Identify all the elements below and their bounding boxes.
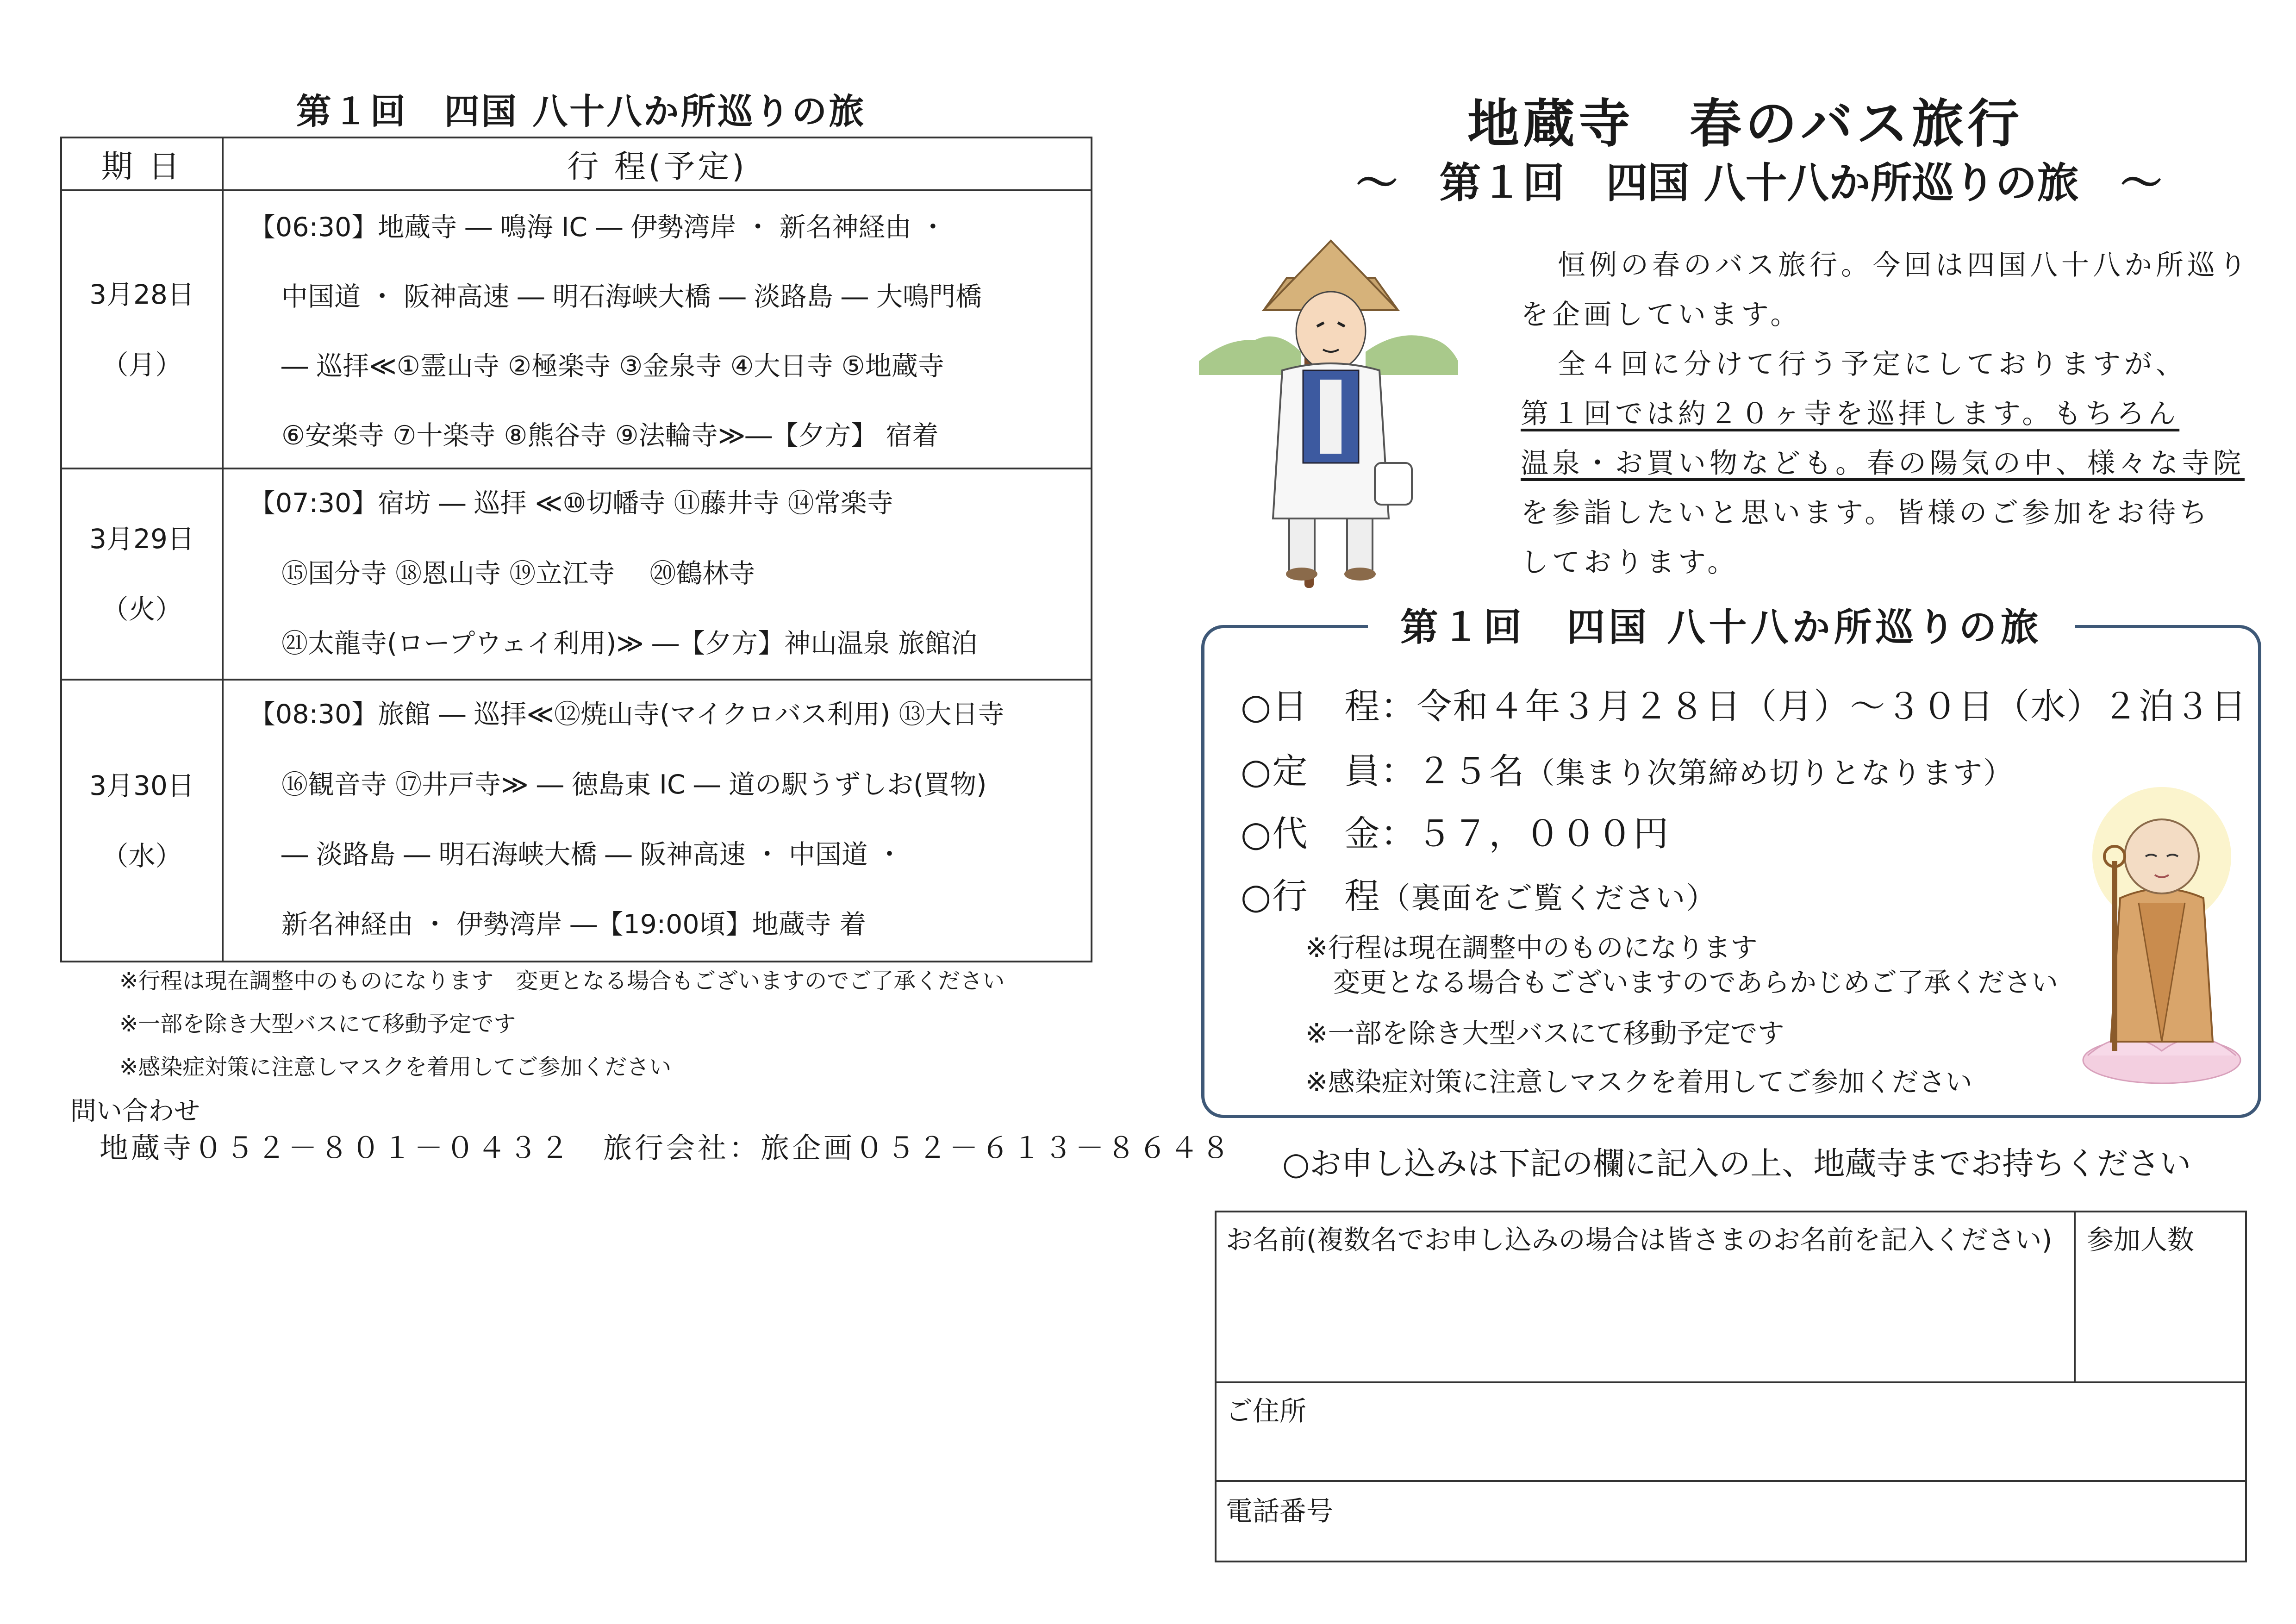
trip-price: ○代 金：５７，０００円 [1241,813,1670,854]
day-cell [61,468,223,680]
phone-field-label: 電話番号 [1226,1495,1334,1527]
address-field[interactable] [1217,1421,2245,1480]
intro-line: を企画しています。 [1521,299,1802,331]
trip-note: 変更となる場合もございますのであらかじめご了承ください [1333,967,2059,998]
table-header-row [61,137,1092,190]
plan-cell [223,680,1092,962]
table-row [61,190,1092,468]
table-row [61,468,1092,680]
itinerary-note: ※感染症対策に注意しマスクを着用してご参加ください [119,1054,672,1080]
trip-itinerary [1241,868,1716,918]
form-divider [1217,1480,2245,1482]
address-field-label: ご住所 [1226,1395,1307,1427]
plan-line: ㉑太龍寺(ロープウェイ利用)≫ ―【夕方】神山温泉 旅館泊 [281,628,978,659]
trip-note: ※一部を除き大型バスにて移動予定です [1305,1018,1784,1049]
plan-line: 【06:30】地蔵寺 ― 鳴海 IC ― 伊勢湾岸 ・ 新名神経由 ・ [249,212,946,243]
plan-cell [223,468,1092,680]
hill-shape [1366,335,1458,375]
itinerary-note: ※一部を除き大型バスにて移動予定です [119,1011,516,1037]
name-field-label: お名前(複数名でお申し込みの場合は皆さまのお名前を記入ください) [1226,1224,2053,1255]
intro-line: 第１回では約２０ヶ寺を巡拝します。もちろん [1521,398,2180,430]
flyer-subtitle: ～ 第１回 四国 八十八か所巡りの旅 ～ [1356,159,2162,207]
plan-line: ― 巡拝≪①霊山寺 ②極楽寺 ③金泉寺 ④大日寺 ⑤地蔵寺 [281,351,944,381]
plan-line: 新名神経由 ・ 伊勢湾岸 ―【19:00頃】地蔵寺 着 [281,909,866,940]
plan-line: ⑮国分寺 ⑱恩山寺 ⑲立江寺 ⑳鶴林寺 [281,558,755,589]
plan-line: ⑯観音寺 ⑰井戸寺≫ ― 徳島東 IC ― 道の駅うずしお(買物) [281,769,987,800]
day-weekday: （水） [101,840,182,872]
plan-line: ― 淡路島 ― 明石海峡大橋 ― 阪神高速 ・ 中国道 ・ [281,839,903,870]
table-row [61,680,1092,962]
intro-line: 恒例の春のバス旅行。今回は四国八十八か所巡り [1558,249,2250,281]
day-date: 3月30日 [89,769,194,801]
application-form [1215,1211,2247,1562]
trip-note: ※行程は現在調整中のものになります [1305,932,1758,963]
contact-label: 問い合わせ [70,1096,200,1126]
phone-field[interactable] [1217,1521,2245,1561]
intro-line: を参詣したいと思います。皆様のご参加をお待ち [1521,497,2211,529]
participant-count-field[interactable] [2076,1254,2247,1381]
plan-line: 【08:30】旅館 ― 巡拝≪⑫焼山寺(マイクロバス利用) ⑬大日寺 [249,699,1004,730]
itinerary-note: ※行程は現在調整中のものになります 変更となる場合もございますのでご了承ください [119,968,1005,994]
name-field[interactable] [1217,1254,2074,1381]
intro-line: 温泉・お買い物なども。春の陽気の中、様々な寺院 [1521,447,2245,480]
intro-line: 全４回に分けて行う予定にしておりますが、 [1558,348,2187,381]
trip-note: ※感染症対策に注意しマスクを着用してご参加ください [1305,1066,1972,1098]
day-weekday: （月） [101,349,182,381]
capacity-note: （集まり次第締め切りとなります） [1525,756,2014,791]
jizo-statue-illustration [2069,782,2254,1088]
trip-capacity [1241,743,2014,793]
form-divider [1217,1381,2245,1383]
itinerary-label: ○行 程 [1241,875,1381,917]
itinerary-table [60,137,1092,962]
day-weekday: （火） [101,593,182,625]
day-date: 3月28日 [89,278,194,310]
trip-details-title: 第１回 四国 八十八か所巡りの旅 [1368,597,2075,651]
table-header-date: 期 日 [61,137,223,190]
plan-line: 中国道 ・ 阪神高速 ― 明石海峡大橋 ― 淡路島 ― 大鳴門橋 [281,281,982,312]
day-cell [61,680,223,962]
application-instruction: ○お申し込みは下記の欄に記入の上、地蔵寺までお持ちください [1282,1146,2191,1182]
staff-icon [2112,861,2117,1051]
pilgrim-illustration [1199,222,1458,593]
capacity-value: ○定 員：２５名 [1241,750,1525,792]
intro-line: しております。 [1521,546,1739,579]
contact-phone-numbers: 地蔵寺０５２－８０１－０４３２ 旅行会社：旅企画０５２－６１３－８６４８ [100,1131,1233,1165]
day-cell [61,190,223,468]
participant-count-label: 参加人数 [2087,1224,2195,1255]
itinerary-reference: （裏面をご覧ください） [1380,881,1717,916]
trip-schedule: ○日 程：令和４年３月２８日（月）～３０日（水）２泊３日 [1241,686,2247,727]
day-date: 3月29日 [89,523,194,555]
table-header-plan: 行 程(予定) [223,137,1092,190]
plan-cell [223,190,1092,468]
itinerary-title: 第１回 四国 八十八か所巡りの旅 [296,91,866,132]
flyer-title: 地蔵寺 春のバス旅行 [1467,94,2023,154]
plan-line: 【07:30】宿坊 ― 巡拝 ≪⑩切幡寺 ⑪藤井寺 ⑭常楽寺 [249,488,893,518]
plan-line: ⑥安楽寺 ⑦十楽寺 ⑧熊谷寺 ⑨法輪寺≫―【夕方】 宿着 [281,420,939,451]
